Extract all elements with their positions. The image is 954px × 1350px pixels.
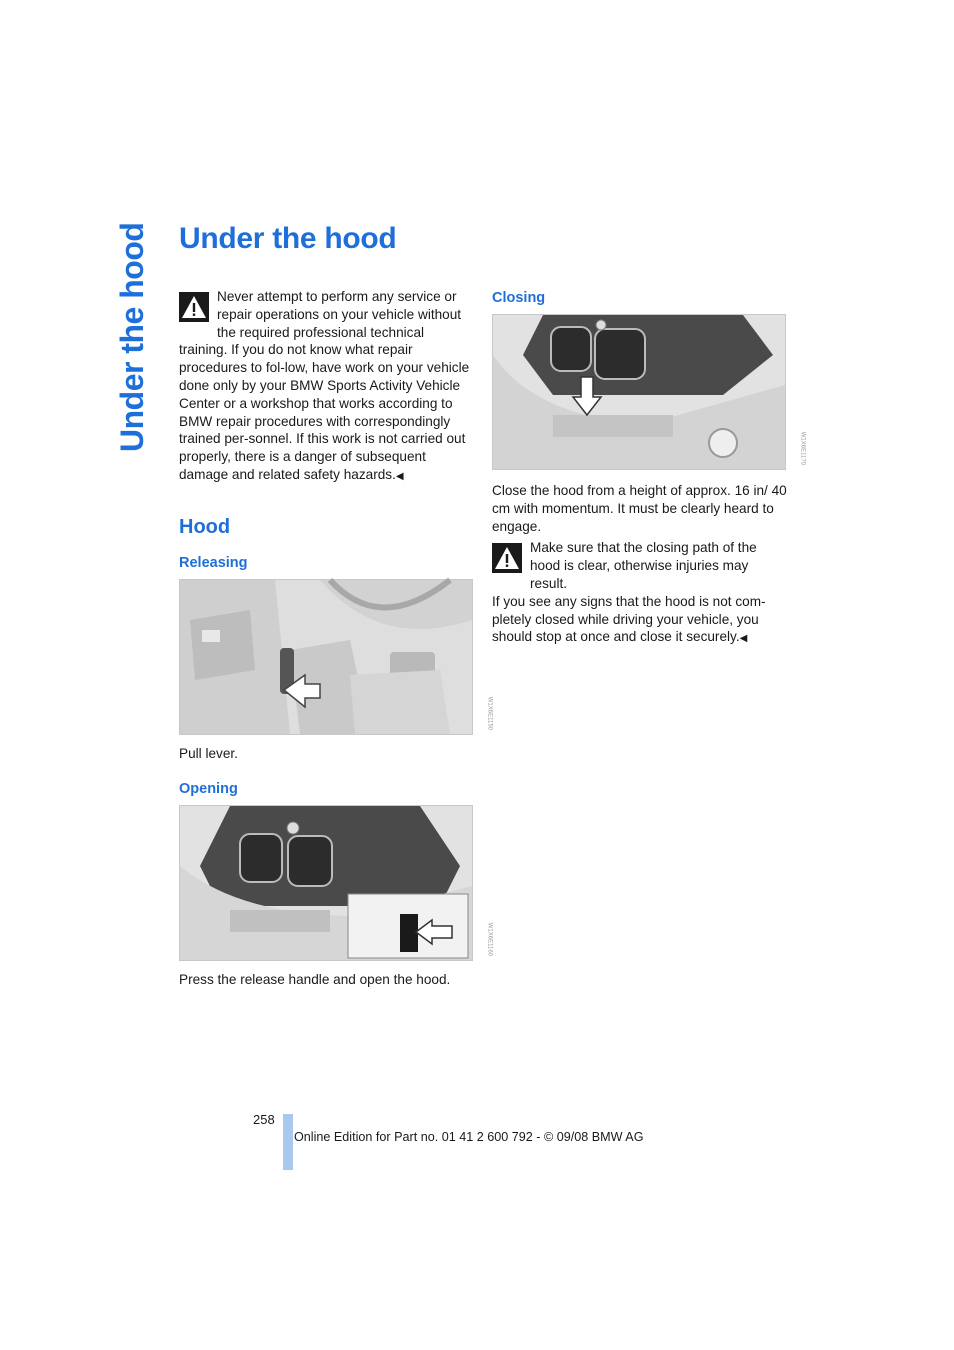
right-column bbox=[492, 288, 805, 648]
page-title: Under the hood bbox=[179, 222, 397, 255]
front-hood-illustration bbox=[180, 806, 472, 960]
hood-section-title: Hood bbox=[179, 515, 231, 538]
warning-icon bbox=[179, 292, 209, 322]
releasing-caption: Pull lever. bbox=[179, 745, 238, 761]
intro-warning bbox=[179, 288, 471, 486]
closing-warning-text: Make sure that the closing path of the hood is clear, otherwise injuries may result. bbox=[530, 540, 757, 591]
page-number: 258 bbox=[253, 1112, 275, 1127]
side-tab bbox=[112, 222, 152, 452]
opening-figure bbox=[179, 805, 492, 961]
end-mark: ◀ bbox=[395, 470, 404, 482]
closing-heading: Closing bbox=[492, 290, 546, 306]
footer-bar bbox=[283, 1114, 293, 1170]
opening-caption: Press the release handle and open the hood. bbox=[179, 971, 451, 987]
warning-icon bbox=[492, 543, 522, 573]
intro-warning-text: Never attempt to perform any service or repair operations on your vehicle without the required professional technical training. If you do not know what repair procedures to fol-low, have work on your vehicle done only by your BMW Sports Activity Vehicle Center or a workshop that works according to BMW repair procedures with correspondingly trained per-sonnel. If this work is not carried out properly, there is a danger of subsequent damage and related safety hazards. bbox=[179, 289, 470, 482]
side-tab-label: Under the hood bbox=[114, 222, 150, 452]
end-mark: ◀ bbox=[739, 633, 748, 645]
opening-heading: Opening bbox=[179, 780, 238, 797]
closing-figure bbox=[492, 314, 805, 470]
footer-edition: Online Edition for Part no. 01 41 2 600 792 - © 09/08 BMW AG bbox=[294, 1130, 644, 1144]
left-column bbox=[179, 288, 492, 988]
closing-warning-followup: If you see any signs that the hood is not com-pletely closed while driving your vehicle, you should stop at once and close it securely. bbox=[492, 593, 766, 645]
releasing-figure bbox=[179, 579, 492, 735]
interior-lever-illustration bbox=[180, 580, 472, 734]
releasing-heading: Releasing bbox=[179, 554, 248, 571]
closing-text: Close the hood from a height of approx. 16 in/ 40 cm with momentum. It must be clearly heard to engage. bbox=[492, 483, 787, 534]
figure-code: W1X6E1160 bbox=[486, 922, 492, 956]
front-closing-illustration bbox=[493, 315, 785, 469]
figure-code: W1X6E1150 bbox=[486, 696, 492, 730]
figure-code: W1X6E1170 bbox=[799, 431, 805, 465]
closing-warning bbox=[492, 539, 788, 648]
